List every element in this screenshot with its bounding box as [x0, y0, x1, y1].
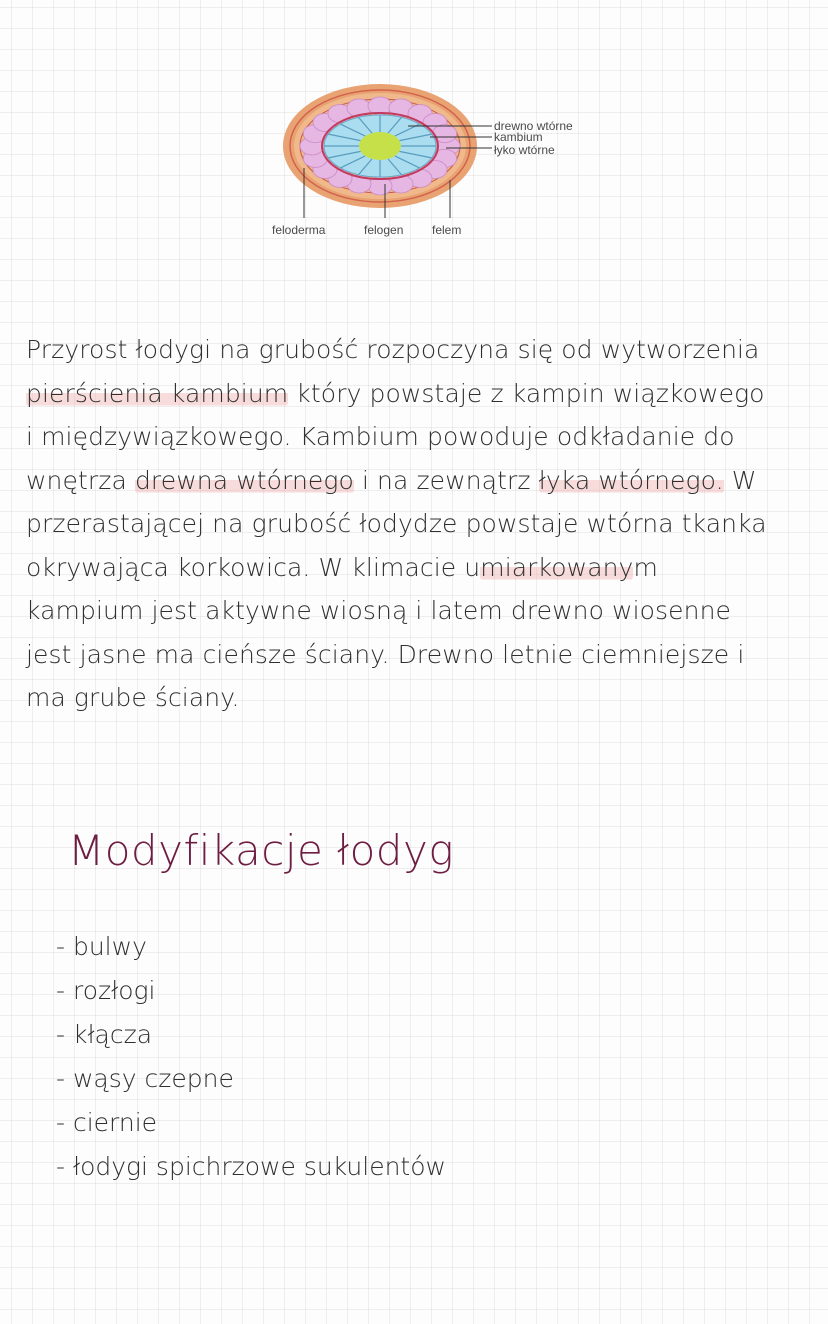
text-segment: jest jasne ma cieńsze ściany. Drewno letnie ciemniejsze i	[26, 639, 745, 669]
paragraph-line	[26, 372, 816, 416]
text-segment: który powstaje z kampin wiązkowego	[288, 378, 765, 408]
text-segment: wnętrza	[26, 465, 135, 495]
heading-modyfikacje: Modyfikacje łodyg	[68, 826, 455, 875]
list-item: - kłącza	[56, 1020, 153, 1049]
label-kambium: kambium	[494, 130, 543, 144]
label-felem: felem	[432, 223, 462, 237]
paragraph-line	[26, 589, 816, 633]
paragraph-line	[26, 546, 816, 590]
list-item: - ciernie	[56, 1108, 158, 1137]
modifications-list	[56, 925, 446, 1189]
text-segment: i międzywiązkowego. Kambium powoduje odkładanie do	[26, 422, 735, 451]
stem-cross-section-diagram	[260, 80, 620, 250]
highlighted-term: drewna wtórnego	[134, 465, 354, 495]
paragraph-line	[26, 676, 816, 720]
text-segment: kampium jest aktywne wiosną i latem drewno wiosenne	[26, 596, 732, 625]
paragraph-line	[26, 633, 816, 677]
stem-cross-section-svg	[260, 80, 620, 250]
text-segment: ma grube ściany.	[26, 683, 240, 712]
text-segment: m	[633, 552, 658, 582]
label-drewno-wtorne: drewno wtórne	[494, 119, 573, 133]
paragraph-line	[26, 502, 816, 546]
paragraph-line	[26, 459, 816, 503]
paragraph-line	[26, 415, 816, 459]
label-lyko-wtorne: łyko wtórne	[494, 143, 555, 157]
paragraph-line	[26, 328, 816, 372]
list-item: - łodygi spichrzowe sukulentów	[56, 1152, 446, 1181]
list-item: - rozłogi	[56, 976, 156, 1005]
highlighted-term: miarkowany	[480, 552, 634, 582]
text-segment: przerastającej na grubość łodydze powstaje wtórna tkanka	[26, 509, 767, 538]
text-segment: i na zewnątrz	[353, 465, 539, 495]
paragraph-secondary-growth	[26, 328, 816, 720]
list-item: - wąsy czepne	[56, 1064, 234, 1093]
text-segment: okrywająca korkowica. W klimacie u	[26, 552, 481, 582]
list-item: - bulwy	[56, 932, 147, 961]
pith	[359, 132, 401, 160]
highlighted-term: łyka wtórnego.	[538, 465, 724, 495]
text-segment: W	[723, 465, 757, 495]
label-feloderma: feloderma	[272, 223, 326, 237]
text-segment: Przyrost łodygi na grubość rozpoczyna się od wytworzenia	[26, 335, 760, 364]
highlighted-term: pierścienia kambium	[26, 378, 289, 408]
label-felogen: felogen	[364, 223, 404, 237]
